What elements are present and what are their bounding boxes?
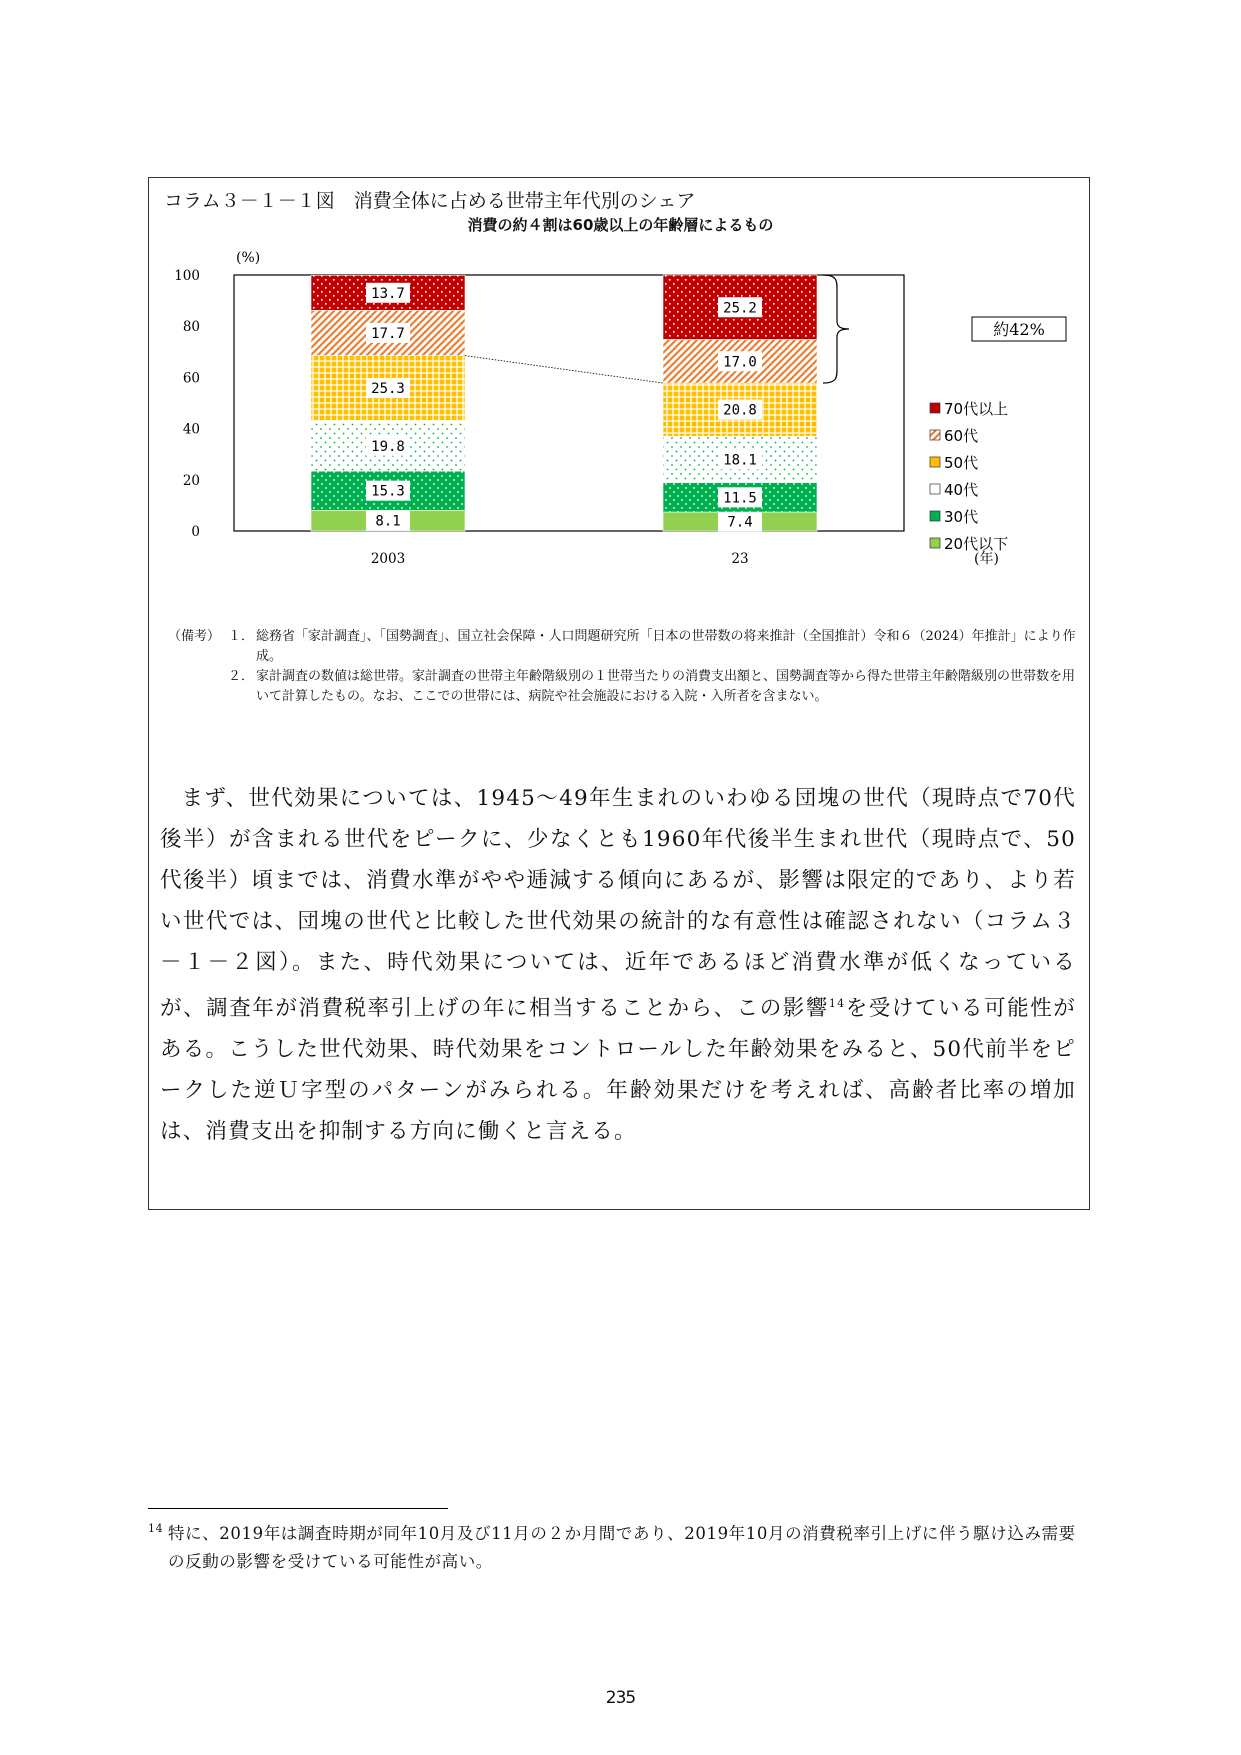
legend-label: 50代 bbox=[944, 454, 979, 472]
figure-notes bbox=[168, 627, 1078, 707]
annotation-label: 約42% bbox=[993, 320, 1045, 340]
x-tick-label: 2003 bbox=[370, 551, 406, 567]
footnote bbox=[148, 1520, 1090, 1576]
data-label: 11.5 bbox=[723, 490, 757, 507]
body-paragraph bbox=[160, 778, 1076, 1152]
y-tick-label: 80 bbox=[182, 319, 200, 336]
data-label: 15.3 bbox=[371, 483, 405, 500]
x-tick-label: 23 bbox=[731, 551, 749, 567]
body-text-before-footnote: まず、世代効果については、1945～49年生まれのいわゆる団塊の世代（現時点で70代後半）が含まれる世代をピークに、少なくとも1960年代後半生まれ世代（現時点で、50代後半）頃までは、消費水準がやや逓減する傾向にあるが、影響は限定的であり、より若い世代では、団塊の世代と比較した世代効果の統計的な有意性は確認されない（コラム３－１－２図）。また、時代効果については、近年であるほど消費水準が低くなっているが、調査年が消費税率引上げの年に相当することから、この影響 bbox=[160, 786, 1076, 1022]
y-tick-label: 20 bbox=[182, 472, 200, 489]
footnote-text: 特に、2019年は調査時期が同年10月及び11月の２か月間であり、2019年10月の消費税率引上げに伴う駆け込み需要の反動の影響を受けている可能性が高い。 bbox=[168, 1524, 1076, 1571]
note-number: ２． bbox=[228, 669, 255, 684]
data-label: 8.1 bbox=[375, 513, 401, 530]
annotation-brace bbox=[823, 275, 849, 383]
body-text-after-footnote: を受けている可能性がある。こうした世代効果、時代効果をコントロールした年齢効果をみると、50代前半をピークした逆Ｕ字型のパターンがみられる。年齢効果だけを考えれば、高齢者比率の増加は、消費支出を抑制する方向に働くと言える。 bbox=[160, 996, 1076, 1145]
legend-label: 40代 bbox=[944, 481, 979, 499]
footnote-reference[interactable]: 14 bbox=[828, 997, 846, 1010]
legend-swatch bbox=[930, 484, 940, 494]
body-text bbox=[160, 778, 1076, 1152]
notes-head: （備考） bbox=[168, 629, 221, 644]
legend-swatch bbox=[930, 538, 940, 548]
note-text: 総務省「家計調査」、「国勢調査」、国立社会保障・人口問題研究所「日本の世帯数の将来推計（全国推計）令和６（2024）年推計」により作成。 bbox=[256, 629, 1076, 664]
y-axis-unit: (%) bbox=[236, 250, 261, 266]
data-label: 17.0 bbox=[723, 354, 757, 371]
figure-subtitle: 消費の約４割は60歳以上の年齢層によるもの bbox=[467, 216, 774, 234]
note-text: 家計調査の数値は総世帯。家計調査の世帯主年齢階級別の１世帯当たりの消費支出額と、国勢調査等から得た世帯主年齢階級別の世帯数を用いて計算したもの。なお、ここでの世帯には、病院や社会施設における入院・入所者を含まない。 bbox=[256, 669, 1076, 704]
data-label: 17.7 bbox=[371, 325, 405, 342]
data-label: 19.8 bbox=[371, 438, 405, 455]
data-label: 25.3 bbox=[371, 381, 405, 398]
legend-swatch bbox=[930, 430, 940, 440]
legend-swatch bbox=[930, 457, 940, 467]
legend-label: 30代 bbox=[944, 508, 979, 526]
data-label: 20.8 bbox=[723, 402, 757, 419]
y-tick-label: 40 bbox=[182, 421, 200, 438]
legend-swatch bbox=[930, 511, 940, 521]
data-label: 13.7 bbox=[371, 285, 405, 302]
y-tick-label: 60 bbox=[182, 370, 200, 387]
connector-line bbox=[465, 356, 663, 383]
figure-title: コラム３－１－１図 消費全体に占める世帯主年代別のシェア bbox=[164, 190, 696, 212]
y-tick-label: 0 bbox=[191, 524, 200, 540]
page-number: 235 bbox=[605, 1688, 636, 1708]
data-label: 7.4 bbox=[727, 514, 753, 531]
legend-swatch bbox=[930, 403, 940, 413]
data-label: 25.2 bbox=[723, 300, 757, 317]
stacked-bar-chart bbox=[148, 238, 1090, 610]
note-item bbox=[168, 627, 1078, 667]
legend-label: 60代 bbox=[944, 427, 979, 445]
data-label: 18.1 bbox=[723, 452, 757, 469]
notes-head-spacer bbox=[168, 667, 228, 707]
footnote-mark: 14 bbox=[148, 1522, 164, 1535]
x-axis-unit: (年) bbox=[974, 551, 999, 567]
footnote-divider bbox=[148, 1508, 448, 1509]
legend-label: 70代以上 bbox=[944, 400, 1009, 418]
legend-label: 20代以下 bbox=[944, 535, 1009, 553]
y-tick-label: 100 bbox=[174, 268, 200, 284]
note-number: １． bbox=[228, 629, 255, 644]
note-item bbox=[168, 667, 1078, 707]
